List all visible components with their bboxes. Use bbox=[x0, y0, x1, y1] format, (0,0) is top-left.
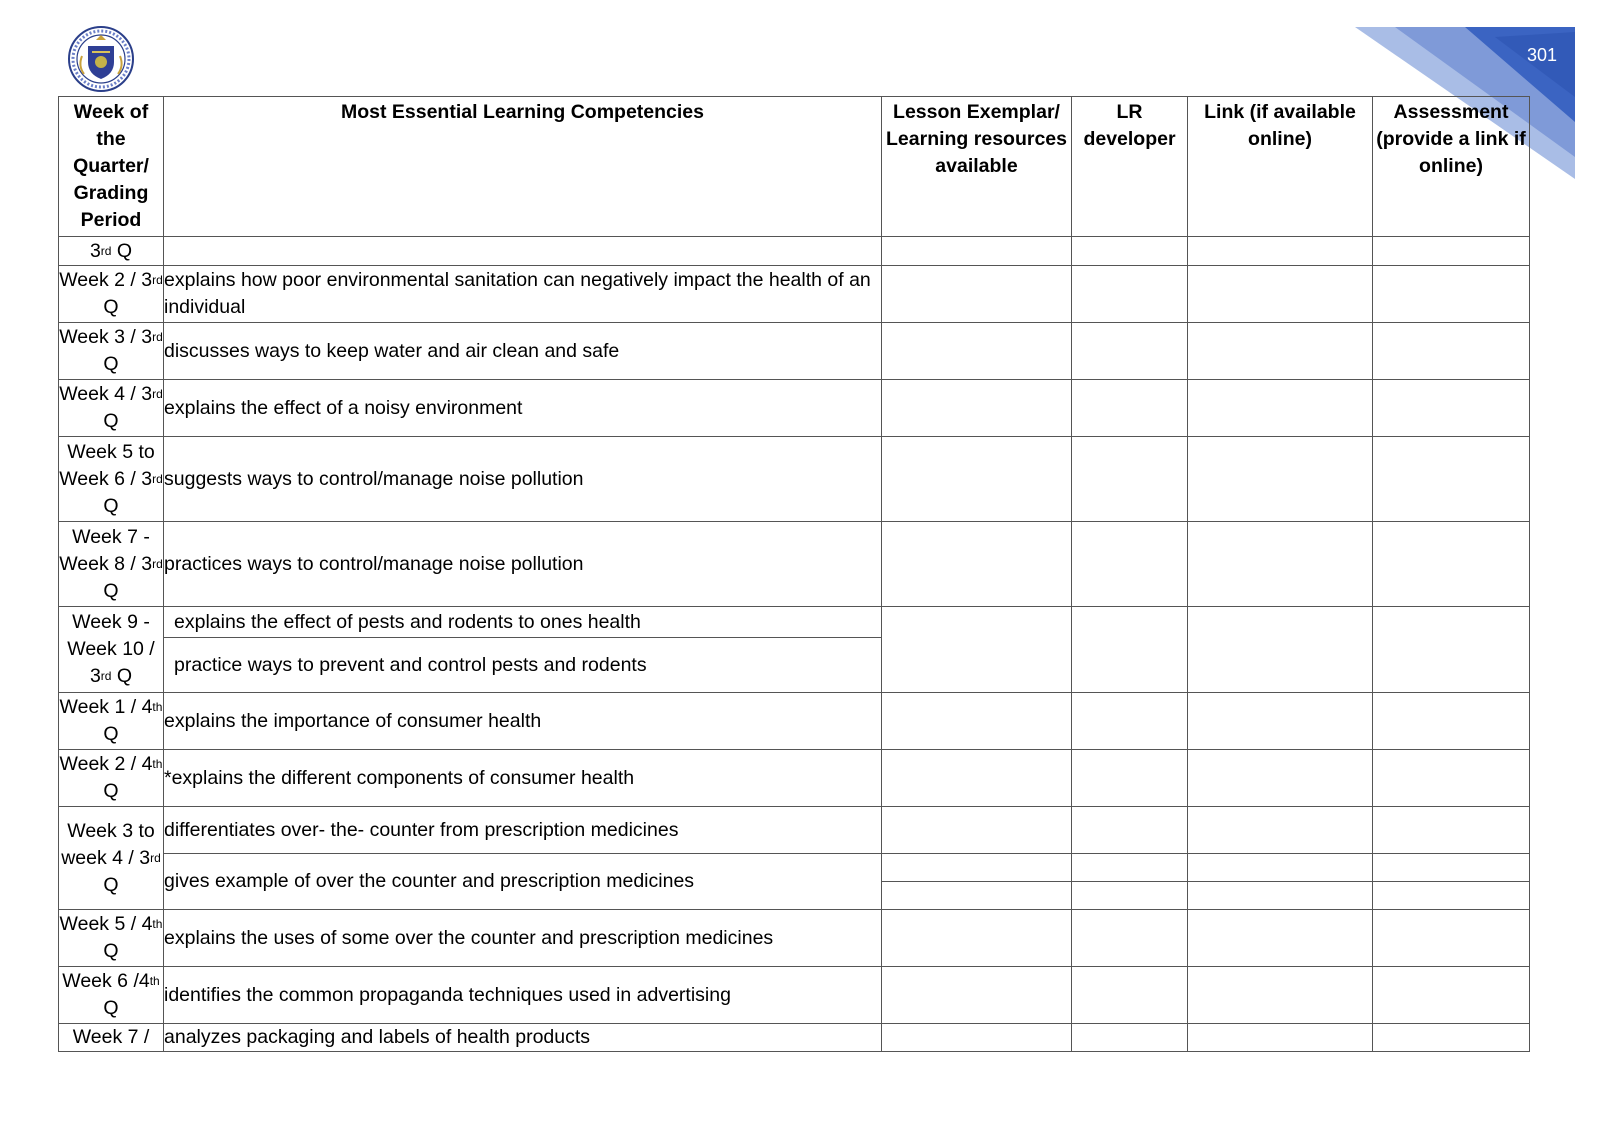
table-row bbox=[59, 323, 1530, 380]
competency-line: practice ways to prevent and control pests and rodents bbox=[174, 653, 647, 676]
competency-cell bbox=[164, 237, 882, 266]
lr-cell bbox=[1072, 910, 1188, 967]
lr-cell bbox=[1072, 607, 1188, 693]
lr-cell bbox=[1072, 437, 1188, 522]
lesson-cell bbox=[882, 266, 1072, 323]
competency-cell: analyzes packaging and labels of health products bbox=[164, 1024, 882, 1052]
assessment-cell bbox=[1373, 607, 1530, 693]
table-row bbox=[59, 380, 1530, 437]
lesson-cell bbox=[882, 522, 1072, 607]
header-link: Link (if available online) bbox=[1188, 97, 1373, 237]
lesson-cell bbox=[882, 437, 1072, 522]
lr-cell bbox=[1072, 750, 1188, 807]
lesson-cell bbox=[882, 607, 1072, 693]
competency-cell: gives example of over the counter and prescription medicines bbox=[164, 854, 882, 910]
assessment-cell bbox=[1373, 237, 1530, 266]
table-header-row bbox=[59, 97, 1530, 237]
link-cell bbox=[1188, 237, 1373, 266]
lr-cell bbox=[1072, 882, 1188, 910]
link-cell bbox=[1188, 437, 1373, 522]
assessment-cell bbox=[1373, 910, 1530, 967]
link-cell bbox=[1188, 522, 1373, 607]
header-assessment: Assessment (provide a link if online) bbox=[1373, 97, 1530, 237]
lr-cell bbox=[1072, 266, 1188, 323]
lesson-cell bbox=[882, 807, 1072, 854]
assessment-cell bbox=[1373, 693, 1530, 750]
week-cell: Week 2 / 3rd Q bbox=[59, 266, 164, 323]
assessment-cell bbox=[1373, 807, 1530, 854]
competency-cell: discusses ways to keep water and air clean and safe bbox=[164, 323, 882, 380]
link-cell bbox=[1188, 882, 1373, 910]
competency-cell: identifies the common propaganda techniques used in advertising bbox=[164, 967, 882, 1024]
table-row bbox=[59, 750, 1530, 807]
lesson-cell bbox=[882, 693, 1072, 750]
table-row bbox=[59, 437, 1530, 522]
header-lesson: Lesson Exemplar/ Learning resources available bbox=[882, 97, 1072, 237]
assessment-cell bbox=[1373, 380, 1530, 437]
link-cell bbox=[1188, 910, 1373, 967]
competency-line: explains the effect of pests and rodents to ones health bbox=[164, 607, 881, 638]
link-cell bbox=[1188, 854, 1373, 882]
header-melc: Most Essential Learning Competencies bbox=[164, 97, 882, 237]
lesson-cell bbox=[882, 882, 1072, 910]
lr-cell bbox=[1072, 380, 1188, 437]
link-cell bbox=[1188, 1024, 1373, 1052]
melc-table bbox=[58, 96, 1530, 1052]
competency-cell: practices ways to control/manage noise pollution bbox=[164, 522, 882, 607]
competency-cell: differentiates over- the- counter from prescription medicines bbox=[164, 807, 882, 854]
link-cell bbox=[1188, 323, 1373, 380]
table-row bbox=[59, 237, 1530, 266]
header-lr-developer: LR developer bbox=[1072, 97, 1188, 237]
link-cell bbox=[1188, 807, 1373, 854]
table-row bbox=[59, 522, 1530, 607]
week-cell: Week 4 / 3rd Q bbox=[59, 380, 164, 437]
competency-cell: *explains the different components of consumer health bbox=[164, 750, 882, 807]
table-row bbox=[59, 910, 1530, 967]
week-cell: Week 9 - Week 10 / 3rd Q bbox=[59, 607, 164, 693]
assessment-cell bbox=[1373, 266, 1530, 323]
deped-seal-icon bbox=[68, 26, 134, 92]
table-row bbox=[59, 266, 1530, 323]
link-cell bbox=[1188, 266, 1373, 323]
lesson-cell bbox=[882, 237, 1072, 266]
lr-cell bbox=[1072, 693, 1188, 750]
table-row bbox=[59, 807, 1530, 854]
competency-cell: explains the effect of a noisy environment bbox=[164, 380, 882, 437]
lr-cell bbox=[1072, 522, 1188, 607]
assessment-cell bbox=[1373, 882, 1530, 910]
competency-cell: explains how poor environmental sanitation can negatively impact the health of an individual bbox=[164, 266, 882, 323]
table-row bbox=[59, 1024, 1530, 1052]
link-cell bbox=[1188, 693, 1373, 750]
assessment-cell bbox=[1373, 854, 1530, 882]
week-cell: Week 5 / 4th Q bbox=[59, 910, 164, 967]
page-number: 301 bbox=[1526, 45, 1558, 65]
lesson-cell bbox=[882, 910, 1072, 967]
week-cell: Week 3 to week 4 / 3rd Q bbox=[59, 807, 164, 910]
competency-cell: suggests ways to control/manage noise pollution bbox=[164, 437, 882, 522]
lesson-cell bbox=[882, 380, 1072, 437]
week-cell: Week 7 - Week 8 / 3rd Q bbox=[59, 522, 164, 607]
lr-cell bbox=[1072, 807, 1188, 854]
lesson-cell bbox=[882, 323, 1072, 380]
week-cell: Week 2 / 4th Q bbox=[59, 750, 164, 807]
week-cell: Week 5 to Week 6 / 3rd Q bbox=[59, 437, 164, 522]
lr-cell bbox=[1072, 1024, 1188, 1052]
lr-cell bbox=[1072, 967, 1188, 1024]
lr-cell bbox=[1072, 237, 1188, 266]
assessment-cell bbox=[1373, 522, 1530, 607]
assessment-cell bbox=[1373, 750, 1530, 807]
lesson-cell bbox=[882, 750, 1072, 807]
table-row bbox=[59, 607, 1530, 693]
competency-cell bbox=[164, 607, 882, 693]
table-row bbox=[59, 693, 1530, 750]
lesson-cell bbox=[882, 1024, 1072, 1052]
assessment-cell bbox=[1373, 437, 1530, 522]
link-cell bbox=[1188, 967, 1373, 1024]
link-cell bbox=[1188, 607, 1373, 693]
lr-cell bbox=[1072, 854, 1188, 882]
week-cell: Week 1 / 4th Q bbox=[59, 693, 164, 750]
link-cell bbox=[1188, 380, 1373, 437]
assessment-cell bbox=[1373, 323, 1530, 380]
link-cell bbox=[1188, 750, 1373, 807]
header-week: Week of the Quarter/ Grading Period bbox=[59, 97, 164, 237]
week-cell: Week 6 /4th Q bbox=[59, 967, 164, 1024]
table-row bbox=[59, 854, 1530, 882]
assessment-cell bbox=[1373, 1024, 1530, 1052]
lesson-cell bbox=[882, 967, 1072, 1024]
lesson-cell bbox=[882, 854, 1072, 882]
week-cell: 3rd Q bbox=[59, 237, 164, 266]
assessment-cell bbox=[1373, 967, 1530, 1024]
competency-cell: explains the uses of some over the counter and prescription medicines bbox=[164, 910, 882, 967]
lr-cell bbox=[1072, 323, 1188, 380]
competency-cell: explains the importance of consumer health bbox=[164, 693, 882, 750]
week-cell: Week 3 / 3rd Q bbox=[59, 323, 164, 380]
table-row bbox=[59, 967, 1530, 1024]
week-cell: Week 7 / bbox=[59, 1024, 164, 1052]
